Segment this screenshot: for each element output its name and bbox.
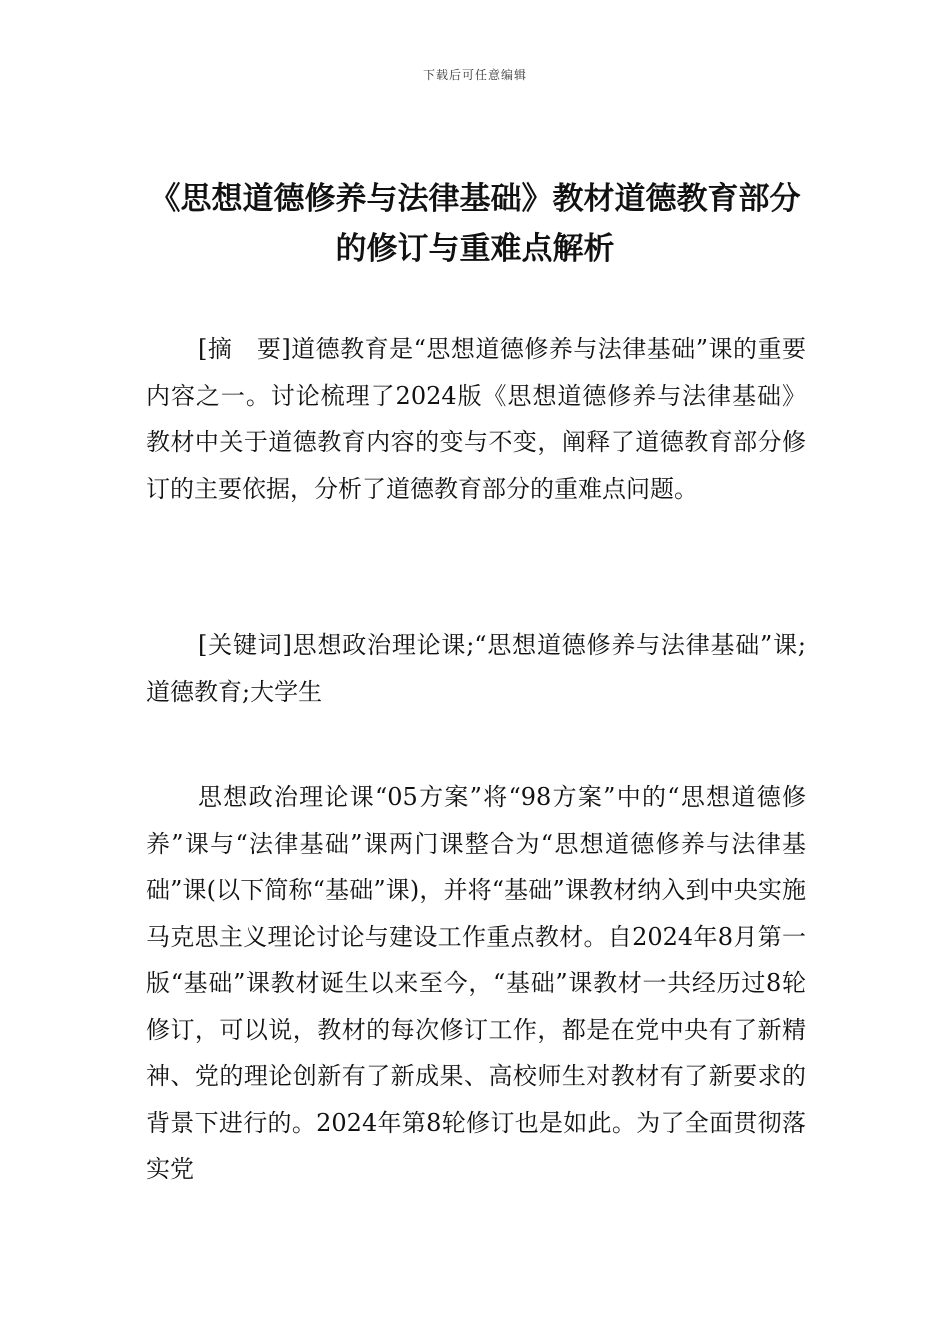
header-note: 下载后可任意编辑 <box>422 68 527 82</box>
abstract-paragraph: [摘 要]道德教育是“思想道德修养与法律基础”课的重要内容之一。讨论梳理了2024版《思想道德修养与法律基础》教材中关于道德教育内容的变与不变，阐释了道德教育部分修订的主要依据，分析了道德教育部分的重难点问题。 <box>146 335 806 503</box>
document-title: 《思想道德修养与法律基础》教材道德教育部分的修订与重难点解析 <box>149 181 801 267</box>
body-paragraph: 思想政治理论课“05方案”将“98方案”中的“思想道德修养”课与“法律基础”课两门课整合为“思想道德修养与法律基础”课(以下简称“基础”课)，并将“基础”课教材纳入到中央实施马克思主义理论讨论与建设工作重点教材。自2024年8月第一版“基础”课教材诞生以来至今，“基础”课教材一共经历过8轮修订，可以说，教材的每次修订工作，都是在党中央有了新精神、党的理论创新有了新成果、高校师生对教材有了新要求的背景下进行的。2024年第8轮修订也是如此。为了全面贯彻落实党 <box>146 783 806 1183</box>
keywords-paragraph: [关键词]思想政治理论课;“思想道德修养与法律基础”课;道德教育;大学生 <box>146 631 806 706</box>
